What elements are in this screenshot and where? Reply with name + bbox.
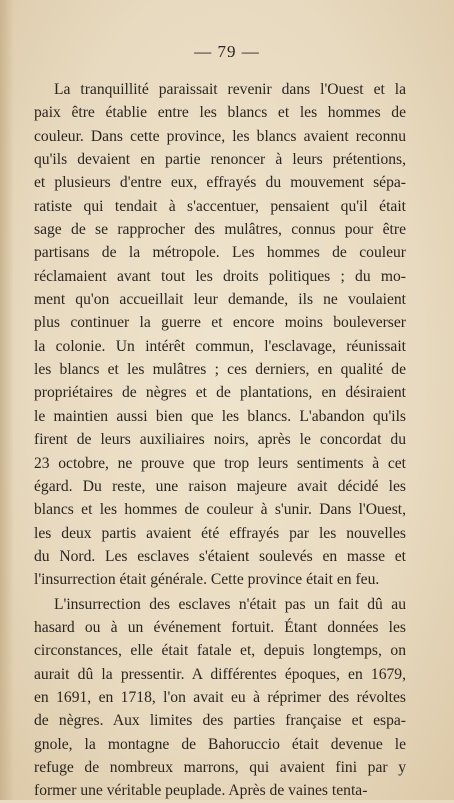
text-line: ment qu'on accueillait leur demande, ils ne voulaient — [34, 291, 406, 309]
text-line: 23 octobre, ne prouve que trop leurs sentiments à cet — [34, 454, 406, 472]
text-line: paix être établie entre les blancs et les hommes de — [34, 104, 406, 122]
text-line: réclamaient avant tout les droits politiques ; du mo- — [34, 267, 406, 285]
text-line: plus continuer la guerre et encore moins bouleverser — [34, 314, 406, 332]
text-line: hasard ou à un événement fortuit. Étant données les — [34, 618, 406, 636]
paragraph-1 — [34, 78, 406, 592]
text-line: firent de leurs auxiliaires noirs, après le concordat du — [34, 431, 406, 449]
text-line: ratiste qui tendait à s'accentuer, pensaient qu'il était — [34, 197, 406, 215]
text-line: refuge de nombreux marrons, qui avaient fini par y — [34, 758, 406, 776]
body-text — [34, 78, 406, 803]
text-line: couleur. Dans cette province, les blancs avaient reconnu — [34, 127, 406, 145]
text-line: et plusieurs d'entre eux, effrayés du mouvement sépa- — [34, 174, 406, 192]
text-line: gnole, la montagne de Bahoruccio était devenue le — [34, 735, 406, 753]
text-line: la colonie. Un intérêt commun, l'esclavage, réunissait — [34, 337, 406, 355]
text-line: égard. Du reste, une raison majeure avait décidé les — [34, 477, 406, 495]
page-number: — 79 — — [194, 42, 260, 61]
paragraph-2 — [34, 593, 406, 803]
text-line: aurait dû la pressentir. A différentes époques, en 1679, — [34, 665, 406, 683]
text-line: propriétaires de nègres et de plantations, en désiraient — [34, 384, 406, 402]
text-line: qu'ils devaient en partie renoncer à leurs prétentions, — [34, 151, 406, 169]
page-edge-shadow — [0, 0, 14, 800]
text-line: former une véritable peuplade. Après de vaines tenta- — [34, 782, 368, 800]
text-line: partisans de la métropole. Les hommes de couleur — [34, 244, 406, 262]
text-line: L'insurrection des esclaves n'était pas un fait dû au — [54, 595, 406, 613]
text-line: en 1691, en 1718, l'on avait eu à réprimer des révoltes — [34, 688, 406, 706]
text-line: les blancs et les mulâtres ; ces derniers, en qualité de — [34, 361, 406, 379]
text-line: blancs et les hommes de couleur à s'unir. Dans l'Ouest, — [34, 501, 406, 519]
text-line: l'insurrection était générale. Cette province était en feu. — [34, 571, 380, 589]
text-line: de nègres. Aux limites des parties française et espa- — [34, 712, 406, 730]
text-line: La tranquillité paraissait revenir dans l'Ouest et la — [54, 81, 406, 98]
text-line: le maintien aussi bien que les blancs. L'abandon qu'ils — [34, 407, 406, 425]
text-line: sage de se rapprocher des mulâtres, connus pour être — [34, 221, 406, 239]
text-line: circonstances, elle était fatale et, depuis longtemps, on — [34, 642, 406, 660]
text-line: du Nord. Les esclaves s'étaient soulevés en masse et — [34, 547, 406, 565]
text-line: les deux partis avaient été effrayés par les nouvelles — [34, 524, 406, 542]
